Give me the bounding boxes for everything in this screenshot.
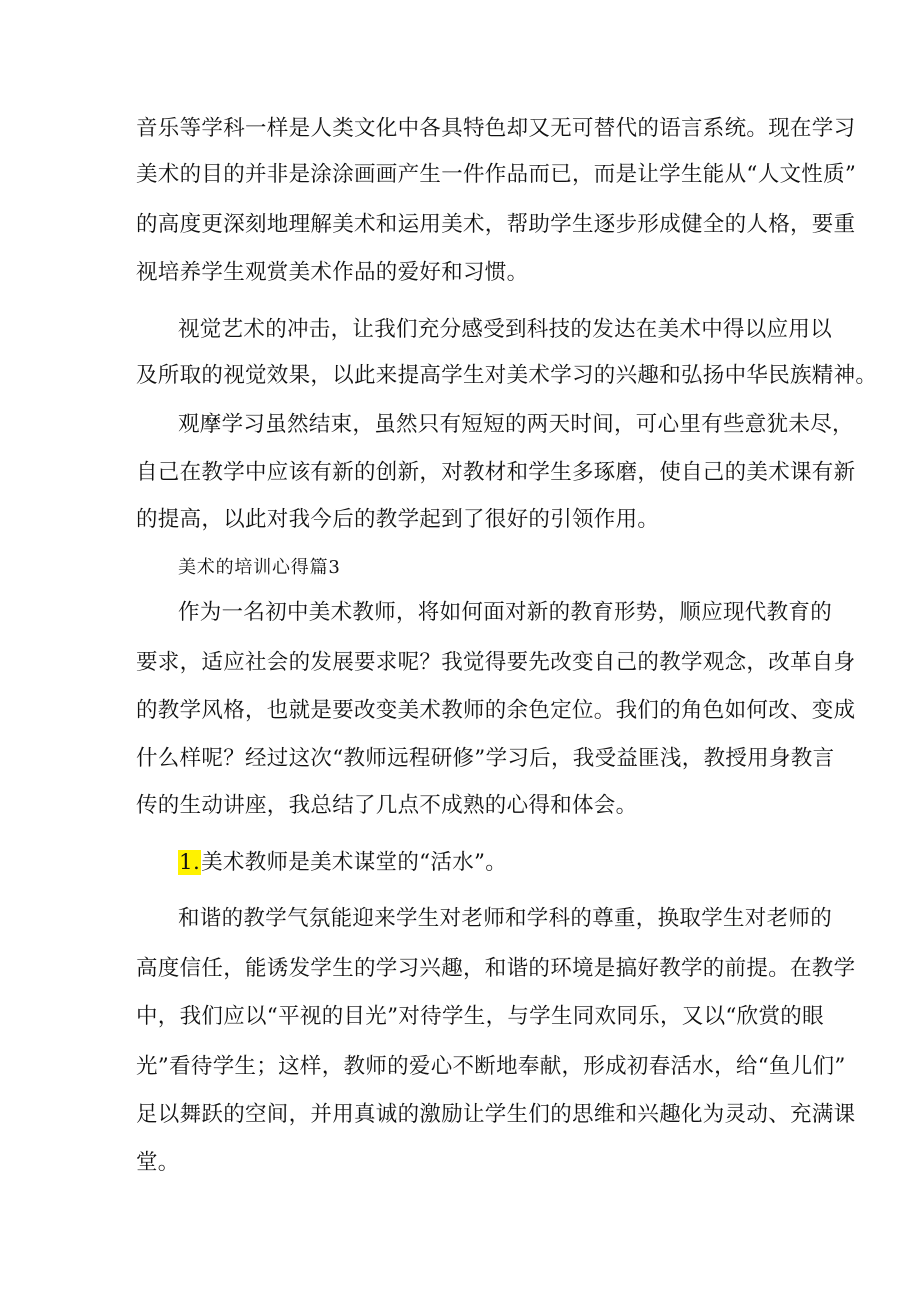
paragraph-1-line-2: 美术的目的并非是涂涂画画产生一件作品而已，而是让学生能从“人文性质” bbox=[136, 162, 857, 187]
paragraph-4-line-3: 的教学风格，也就是要改变美术教师的余色定位。我们的角色如何改、变成 bbox=[136, 698, 856, 723]
paragraph-3-line-3: 的提高，以此对我今后的教学起到了很好的引领作用。 bbox=[136, 507, 660, 532]
paragraph-3-line-1: 观摩学习虽然结束，虽然只有短短的两天时间，可心里有些意犹未尽， bbox=[178, 412, 854, 437]
paragraph-4-line-1: 作为一名初中美术教师，将如何面对新的教育形势，顺应现代教育的 bbox=[178, 600, 833, 625]
paragraph-1-line-3: 的高度更深刻地理解美术和运用美术，帮助学生逐步形成健全的人格，要重 bbox=[136, 212, 856, 237]
paragraph-1-line-4: 视培养学生观赏美术作品的爱好和习惯。 bbox=[136, 260, 529, 285]
point-1-text: 美术教师是美术谋堂的“活水”。 bbox=[201, 850, 508, 875]
paragraph-4-line-4: 什么样呢？经过这次“教师远程研修”学习后，我受益匪浅，教授用身教言 bbox=[136, 746, 835, 771]
paragraph-2-line-1: 视觉艺术的冲击，让我们充分感受到科技的发达在美术中得以应用以 bbox=[178, 317, 833, 342]
point-1-number: 1. bbox=[179, 850, 201, 875]
section-heading: 美术的培训心得篇3 bbox=[178, 557, 341, 578]
paragraph-5-line-6: 堂。 bbox=[136, 1150, 180, 1175]
paragraph-5-line-2: 高度信任，能诱发学生的学习兴趣，和谐的环境是搞好教学的前提。在教学 bbox=[136, 956, 856, 981]
paragraph-4-line-2: 要求，适应社会的发展要求呢？我觉得要先改变自己的教学观念，改革自身 bbox=[136, 650, 856, 675]
point-1 bbox=[178, 848, 796, 878]
paragraph-2-line-2: 及所取的视觉效果，以此来提高学生对美术学习的兴趣和弘扬中华民族精神。 bbox=[136, 363, 878, 388]
paragraph-5-line-3: 中，我们应以“平视的目光”对待学生，与学生同欢同乐，又以“欣赏的眼 bbox=[136, 1004, 824, 1029]
paragraph-1-line-1: 音乐等学科一样是人类文化中各具特色却又无可替代的语言系统。现在学习 bbox=[136, 116, 856, 141]
paragraph-5-line-5: 足以舞跃的空间，并用真诚的激励让学生们的思维和兴趣化为灵动、充满课 bbox=[136, 1102, 856, 1127]
paragraph-5-line-1: 和谐的教学气氛能迎来学生对老师和学科的尊重，换取学生对老师的 bbox=[178, 906, 833, 931]
paragraph-5-line-4: 光”看待学生；这样，教师的爱心不断地奉献，形成初春活水，给“鱼儿们” bbox=[136, 1054, 846, 1079]
paragraph-4-line-5: 传的生动讲座，我总结了几点不成熟的心得和体会。 bbox=[136, 793, 638, 818]
paragraph-3-line-2: 自己在教学中应该有新的创新，对教材和学生多琢磨，使自己的美术课有新 bbox=[136, 460, 856, 485]
